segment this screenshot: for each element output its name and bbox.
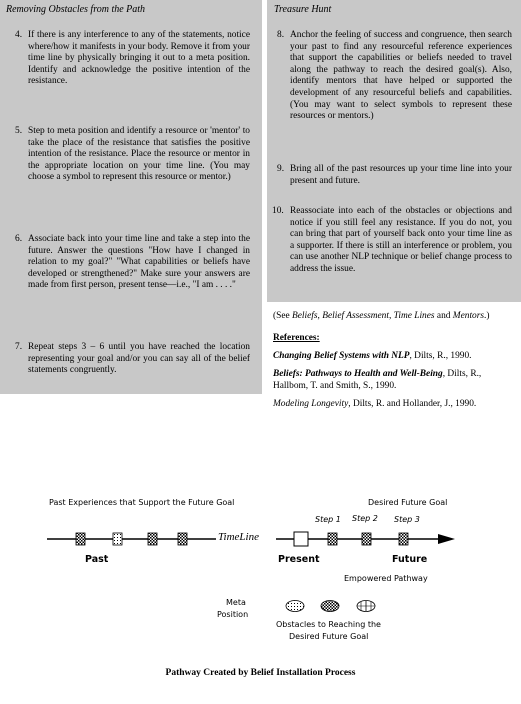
present-marker	[294, 532, 308, 546]
step-marker	[399, 533, 408, 545]
see-also-item: Belief Assessment	[322, 311, 389, 321]
step-9	[277, 164, 512, 187]
meta-obstacle-icon	[286, 601, 304, 612]
obstacle-icon	[321, 601, 339, 612]
step-text: Bring all of the past resources up your time line into your present and future.	[290, 164, 512, 186]
references-block	[273, 310, 515, 416]
see-also-item: Beliefs	[292, 311, 318, 321]
step-text: Step to meta position and identify a resource or 'mentor' to take the place of the resistance that satisfies the positive intention of the resistance. Place the resource or mentor in the appropriate location on your time line. (You may choose a symbol to represent this resource or mentor.)	[28, 126, 250, 183]
reference-entry	[273, 398, 515, 410]
step-8	[277, 30, 512, 123]
step-number: 10.	[272, 206, 284, 216]
step-7	[15, 342, 250, 377]
left-panel-title: Removing Obstacles from the Path	[6, 4, 146, 15]
figure-caption: Pathway Created by Belief Installation Process	[165, 668, 356, 678]
reference-title: Beliefs: Pathways to Health and Well-Being	[273, 369, 443, 379]
see-also-prefix: (See	[273, 311, 293, 321]
step-text: Associate back into your time line and take a step into the future. Answer the questions "How have I changed in relation to my goal?" "What capabilities or beliefs have developed or strengthened?" Make sure your answers are made from first person, present tense—i.e., "I am . . . ."	[28, 234, 250, 291]
reference-entry	[273, 350, 515, 362]
step-text: Repeat steps 3 – 6 until you have reached the location representing your goal and/or you can say all of the belief statements congruently.	[28, 342, 250, 376]
step-10	[272, 206, 512, 276]
future-label: Future	[392, 554, 428, 565]
past-label: Past	[85, 554, 109, 565]
step-text: If there is any interference to any of the statements, notice where/how it manifests in your body. Remove it from your time line by physically bringing it out to a meta position. Identify and acknowledge the positive intention of the resistance.	[28, 30, 250, 87]
timeline-label: TimeLine	[218, 531, 259, 543]
step-1-label: Step 1	[315, 515, 341, 524]
obstacles-label: Obstacles to Reaching the	[276, 620, 381, 629]
step-4	[15, 30, 250, 88]
past-experiences-label: Past Experiences that Support the Future Goal	[49, 498, 235, 507]
see-also: (See Beliefs, Belief Assessment, Time Lines and Mentors.)	[273, 311, 490, 321]
timeline-arrow-icon	[438, 534, 455, 544]
past-resource-marker	[76, 533, 85, 545]
desired-goal-label: Desired Future Goal	[368, 498, 448, 507]
right-panel-title: Treasure Hunt	[274, 4, 332, 15]
empowered-pathway-label: Empowered Pathway	[344, 574, 428, 583]
step-number: 7.	[15, 342, 23, 352]
step-6	[15, 234, 250, 292]
reference-entry	[273, 368, 515, 392]
reference-title: Modeling Longevity	[273, 399, 349, 409]
step-marker	[362, 533, 371, 545]
reference-details: , Dilts, R., Hallbom, T. and Smith, S., 1990.	[273, 369, 482, 391]
see-also-item: Time Lines	[393, 311, 435, 321]
see-also-and: and	[434, 311, 453, 321]
step-text: Anchor the feeling of success and congruence, then search your past to find any resourceful reference experiences that support the capabilities or beliefs needed to travel along the pathway to reach the desired goal(s). Also, identify mentors that have helped or supported the development of any resourceful beliefs and capabilities. (You may want to select symbols to represent these resources or mentors.)	[290, 30, 512, 122]
past-resource-marker	[178, 533, 187, 545]
step-number: 5.	[15, 126, 23, 136]
step-2-label: Step 2	[352, 514, 378, 523]
step-number: 6.	[15, 234, 23, 244]
present-label: Present	[278, 554, 320, 565]
see-also-suffix: .)	[484, 311, 490, 321]
see-also-item: Mentors	[452, 311, 485, 321]
step-5	[15, 126, 250, 184]
obstacles-label-2: Desired Future Goal	[289, 632, 369, 641]
step-number: 9.	[277, 164, 285, 174]
reference-title: Changing Belief Systems with NLP	[273, 351, 410, 361]
position-label: Position	[217, 610, 249, 619]
step-number: 4.	[15, 30, 23, 40]
step-marker	[328, 533, 337, 545]
step-number: 8.	[277, 30, 285, 40]
references-heading: References:	[273, 333, 320, 343]
step-3-label: Step 3	[394, 515, 420, 524]
step-text: Reassociate into each of the obstacles or objections and notice if you still feel any resistance. If you do not, you can bring that part of yourself back onto your time line as a supporter. If there is still an interference or problem, you can use another NLP technique or belief change process to address the issue.	[290, 206, 512, 274]
past-resource-marker	[148, 533, 157, 545]
meta-label: Meta	[226, 598, 246, 607]
reference-details: , Dilts, R. and Hollander, J., 1990.	[348, 399, 477, 409]
reference-details: , Dilts, R., 1990.	[409, 351, 472, 361]
past-resource-marker	[113, 533, 122, 545]
